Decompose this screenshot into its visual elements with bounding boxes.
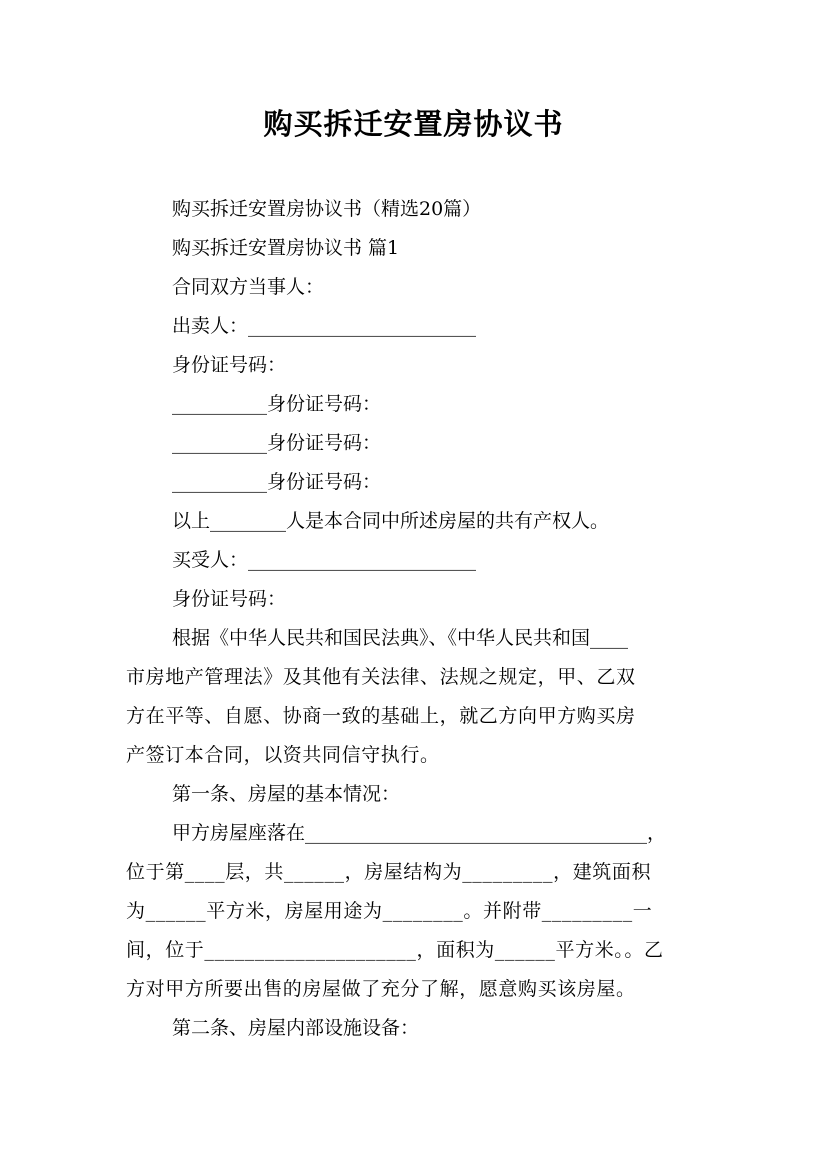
document-body [126, 190, 710, 1048]
doc-line: 合同双方当事人： [172, 276, 325, 298]
doc-line: 为______平方米，房屋用途为________。并附带_________一 [126, 900, 653, 922]
doc-line: 产签订本合同，以资共同信守执行。 [126, 744, 440, 766]
doc-line: 位于第____层，共______，房屋结构为_________，建筑面积 [126, 861, 652, 883]
doc-line: 买受人：________________________ [172, 549, 477, 571]
doc-line: 以上________人是本合同中所述房屋的共有产权人。 [172, 510, 610, 532]
doc-line: 购买拆迁安置房协议书（精选20篇） [172, 198, 482, 220]
doc-line: __________身份证号码： [172, 432, 382, 454]
doc-line: 出卖人：________________________ [172, 315, 477, 337]
doc-line: 身份证号码： [172, 354, 287, 376]
doc-line: 市房地产管理法》及其他有关法律、法规之规定，甲、乙双 [126, 666, 636, 688]
doc-line: __________身份证号码： [172, 393, 382, 415]
doc-line: 第一条、房屋的基本情况： [172, 783, 401, 805]
doc-line: 甲方房屋座落在____________________________________， [172, 822, 667, 844]
doc-line: 身份证号码： [172, 588, 287, 610]
doc-line: 根据《中华人民共和国民法典》、《中华人民共和国____ [172, 627, 629, 649]
document-title: 购买拆迁安置房协议书 [263, 107, 564, 141]
doc-line: 间，位于_____________________，面积为______平方米。。乙 [126, 939, 664, 961]
doc-line: 方在平等、自愿、协商一致的基础上，就乙方向甲方购买房 [126, 705, 636, 727]
doc-line: 第二条、房屋内部设施设备： [172, 1017, 420, 1039]
doc-line: 方对甲方所要出售的房屋做了充分了解，愿意购买该房屋。 [126, 978, 636, 1000]
doc-line: 购买拆迁安置房协议书 篇1 [172, 237, 400, 259]
doc-line: __________身份证号码： [172, 471, 382, 493]
